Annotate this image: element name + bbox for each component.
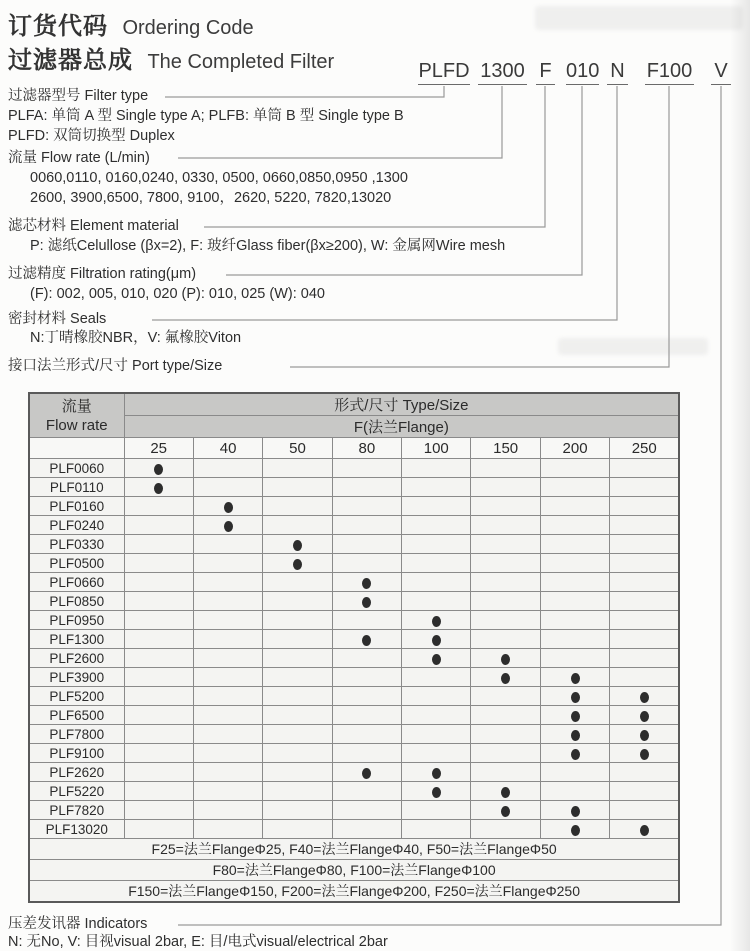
model-cell: PLF5220: [29, 782, 124, 801]
availability-dot: [362, 635, 371, 646]
availability-cell: [263, 687, 332, 706]
availability-cell: [610, 459, 679, 478]
table-row: [29, 668, 679, 687]
availability-cell: [402, 820, 471, 839]
availability-cell: [540, 801, 609, 820]
table-row: [29, 820, 679, 839]
legend-filter-type-label: 过滤器型号 Filter type: [8, 88, 149, 104]
note-row: [29, 839, 679, 860]
availability-cell: [540, 592, 609, 611]
legend-port-size-label: 接口法兰形式/尺寸 Port type/Size: [8, 358, 223, 374]
availability-dot: [571, 825, 580, 836]
legend-filter-type-detail: PLFA: 单筒 A 型 Single type A; PLFB: 单筒 B 型 Single type B: [8, 108, 404, 124]
availability-cell: [124, 649, 193, 668]
availability-cell: [124, 706, 193, 725]
legend-filter-type-detail: PLFD: 双筒切换型 Duplex: [8, 128, 175, 144]
indicators-detail: N: 无No, V: 目视visual 2bar, E: 目/电式visual/electrical 2bar: [8, 934, 388, 950]
availability-cell: [540, 668, 609, 687]
model-cell: PLF9100: [29, 744, 124, 763]
availability-cell: [263, 573, 332, 592]
model-cell: PLF0950: [29, 611, 124, 630]
availability-cell: [193, 459, 262, 478]
code-segment-seals: N: [607, 60, 628, 85]
note-row: [29, 881, 679, 903]
code-segment-filter-type: PLFD: [418, 60, 470, 85]
availability-cell: [471, 573, 540, 592]
availability-cell: [471, 478, 540, 497]
availability-cell: [332, 706, 401, 725]
availability-cell: [610, 668, 679, 687]
availability-cell: [471, 497, 540, 516]
table-row: [29, 459, 679, 478]
availability-cell: [332, 478, 401, 497]
availability-cell: [332, 516, 401, 535]
availability-cell: [471, 592, 540, 611]
availability-dot: [154, 464, 163, 475]
availability-cell: [471, 649, 540, 668]
availability-cell: [402, 649, 471, 668]
size-column-header: 150: [471, 438, 540, 459]
model-cell: PLF2620: [29, 763, 124, 782]
availability-cell: [193, 516, 262, 535]
size-column-header: 50: [263, 438, 332, 459]
model-cell: PLF0240: [29, 516, 124, 535]
availability-cell: [124, 611, 193, 630]
availability-cell: [402, 478, 471, 497]
table-row: [29, 744, 679, 763]
availability-dot: [432, 654, 441, 665]
availability-cell: [402, 763, 471, 782]
size-column-header: 200: [540, 438, 609, 459]
legend-seals-label: 密封材料 Seals: [8, 311, 107, 327]
availability-cell: [332, 801, 401, 820]
availability-cell: [263, 820, 332, 839]
legend-filtration-rating-detail: (F): 002, 005, 010, 020 (P): 010, 025 (W): 040: [30, 286, 325, 302]
model-cell: PLF2600: [29, 649, 124, 668]
availability-cell: [540, 516, 609, 535]
availability-cell: [332, 592, 401, 611]
table-row: [29, 592, 679, 611]
availability-cell: [402, 782, 471, 801]
model-cell: PLF0850: [29, 592, 124, 611]
code-segment-port-size: F100: [645, 60, 694, 85]
flange-table-body: [29, 459, 679, 903]
availability-cell: [124, 744, 193, 763]
table-row: [29, 801, 679, 820]
availability-cell: [332, 687, 401, 706]
availability-cell: [540, 554, 609, 573]
flange-group-subheader: F(法兰Flange): [124, 416, 679, 438]
legend-element-material-label: 滤芯材料 Element material: [8, 218, 179, 234]
availability-cell: [124, 535, 193, 554]
availability-cell: [402, 801, 471, 820]
availability-cell: [540, 782, 609, 801]
indicators-label: 压差发讯器 Indicators: [8, 916, 148, 932]
table-row: [29, 516, 679, 535]
availability-cell: [540, 478, 609, 497]
availability-dot: [154, 483, 163, 494]
availability-cell: [540, 649, 609, 668]
availability-dot: [640, 692, 649, 703]
availability-cell: [471, 459, 540, 478]
availability-cell: [263, 782, 332, 801]
availability-cell: [124, 820, 193, 839]
availability-cell: [610, 611, 679, 630]
availability-cell: [610, 687, 679, 706]
availability-cell: [471, 706, 540, 725]
availability-cell: [540, 725, 609, 744]
availability-cell: [471, 535, 540, 554]
model-cell: PLF13020: [29, 820, 124, 839]
availability-cell: [263, 516, 332, 535]
model-cell: PLF7800: [29, 725, 124, 744]
availability-cell: [610, 820, 679, 839]
title-en: Ordering Code: [122, 17, 254, 39]
availability-cell: [263, 535, 332, 554]
size-column-header: 250: [610, 438, 679, 459]
availability-dot: [224, 521, 233, 532]
availability-cell: [124, 554, 193, 573]
availability-cell: [193, 706, 262, 725]
availability-cell: [193, 725, 262, 744]
availability-cell: [124, 630, 193, 649]
availability-cell: [332, 554, 401, 573]
availability-cell: [402, 516, 471, 535]
availability-dot: [501, 787, 510, 798]
flange-note: F150=法兰FlangeΦ150, F200=法兰FlangeΦ200, F250=法兰FlangeΦ250: [29, 881, 679, 903]
table-row: [29, 611, 679, 630]
availability-cell: [263, 649, 332, 668]
availability-cell: [263, 478, 332, 497]
availability-cell: [193, 611, 262, 630]
availability-cell: [610, 573, 679, 592]
availability-cell: [263, 706, 332, 725]
availability-cell: [193, 630, 262, 649]
availability-dot: [640, 711, 649, 722]
model-cell: PLF3900: [29, 668, 124, 687]
availability-cell: [193, 687, 262, 706]
availability-cell: [402, 630, 471, 649]
availability-cell: [124, 725, 193, 744]
availability-cell: [124, 801, 193, 820]
scan-artifact: [558, 338, 708, 355]
title-zh: 过滤器总成: [8, 47, 133, 74]
availability-cell: [402, 687, 471, 706]
table-row: [29, 649, 679, 668]
page-title-ordering-code: [8, 6, 254, 41]
availability-cell: [263, 611, 332, 630]
availability-dot: [571, 749, 580, 760]
availability-dot: [501, 654, 510, 665]
availability-cell: [402, 744, 471, 763]
availability-dot: [362, 768, 371, 779]
availability-cell: [193, 535, 262, 554]
availability-cell: [332, 649, 401, 668]
model-cell: PLF5200: [29, 687, 124, 706]
availability-cell: [471, 668, 540, 687]
availability-cell: [471, 763, 540, 782]
model-cell: PLF0060: [29, 459, 124, 478]
table-row: [29, 573, 679, 592]
page-edge-shading: [730, 0, 750, 951]
legend-seals-detail: N:丁晴橡胶NBR，V: 氟橡胶Viton: [30, 330, 242, 346]
availability-cell: [263, 763, 332, 782]
availability-cell: [610, 763, 679, 782]
size-column-header: 25: [124, 438, 193, 459]
availability-cell: [332, 744, 401, 763]
model-cell: PLF6500: [29, 706, 124, 725]
availability-cell: [124, 478, 193, 497]
table-row: [29, 554, 679, 573]
availability-cell: [193, 497, 262, 516]
code-segment-flow-rate: 1300: [478, 60, 527, 85]
availability-cell: [332, 725, 401, 744]
title-en: The Completed Filter: [147, 51, 335, 73]
availability-cell: [402, 706, 471, 725]
availability-cell: [610, 782, 679, 801]
availability-dot: [640, 730, 649, 741]
availability-cell: [124, 687, 193, 706]
availability-cell: [124, 668, 193, 687]
availability-cell: [402, 592, 471, 611]
flow-rate-header-zh: 流量: [61, 397, 92, 415]
availability-cell: [124, 573, 193, 592]
availability-dot: [432, 616, 441, 627]
availability-cell: [332, 820, 401, 839]
availability-cell: [263, 592, 332, 611]
availability-cell: [124, 763, 193, 782]
availability-dot: [501, 806, 510, 817]
availability-cell: [471, 782, 540, 801]
availability-cell: [263, 554, 332, 573]
availability-cell: [610, 516, 679, 535]
availability-cell: [263, 459, 332, 478]
availability-cell: [193, 801, 262, 820]
availability-cell: [471, 516, 540, 535]
availability-dot: [571, 711, 580, 722]
availability-cell: [193, 782, 262, 801]
availability-cell: [540, 820, 609, 839]
availability-cell: [332, 497, 401, 516]
availability-cell: [193, 820, 262, 839]
availability-cell: [540, 497, 609, 516]
table-row: [29, 782, 679, 801]
availability-dot: [501, 673, 510, 684]
model-cell: PLF0500: [29, 554, 124, 573]
availability-cell: [540, 535, 609, 554]
availability-cell: [610, 649, 679, 668]
availability-cell: [124, 516, 193, 535]
availability-cell: [540, 611, 609, 630]
code-segment-indicator: V: [711, 60, 731, 85]
availability-cell: [610, 554, 679, 573]
model-cell: PLF0660: [29, 573, 124, 592]
availability-cell: [610, 706, 679, 725]
availability-cell: [193, 649, 262, 668]
code-segment-filtration-rating: 010: [566, 60, 599, 85]
availability-cell: [540, 687, 609, 706]
availability-cell: [402, 535, 471, 554]
availability-cell: [263, 497, 332, 516]
availability-cell: [332, 535, 401, 554]
table-row: [29, 725, 679, 744]
availability-cell: [332, 763, 401, 782]
availability-cell: [610, 497, 679, 516]
availability-dot: [640, 825, 649, 836]
availability-cell: [193, 668, 262, 687]
availability-dot: [432, 768, 441, 779]
availability-cell: [402, 668, 471, 687]
availability-cell: [263, 725, 332, 744]
availability-cell: [263, 630, 332, 649]
availability-dot: [432, 635, 441, 646]
availability-cell: [193, 592, 262, 611]
availability-cell: [193, 478, 262, 497]
availability-cell: [193, 763, 262, 782]
availability-dot: [571, 692, 580, 703]
legend-flow-rate-detail: 2600, 3900,6500, 7800, 9100，2620, 5220, 7820,13020: [30, 190, 392, 206]
table-row: [29, 535, 679, 554]
legend-element-material-detail: P: 滤纸Celullose (βx=2), F: 玻纤Glass fiber(βx≥200), W: 金属网Wire mesh: [30, 238, 506, 254]
availability-cell: [610, 478, 679, 497]
flow-rate-header-en: Flow rate: [45, 416, 108, 434]
table-row: [29, 630, 679, 649]
availability-cell: [471, 820, 540, 839]
availability-cell: [332, 630, 401, 649]
availability-cell: [332, 611, 401, 630]
availability-cell: [471, 744, 540, 763]
availability-cell: [124, 782, 193, 801]
availability-cell: [610, 592, 679, 611]
model-cell: PLF0160: [29, 497, 124, 516]
availability-cell: [471, 630, 540, 649]
availability-cell: [402, 497, 471, 516]
availability-dot: [362, 597, 371, 608]
availability-cell: [402, 554, 471, 573]
table-row: [29, 478, 679, 497]
availability-cell: [263, 668, 332, 687]
availability-cell: [263, 801, 332, 820]
availability-cell: [124, 497, 193, 516]
availability-cell: [610, 744, 679, 763]
availability-cell: [193, 554, 262, 573]
note-row: [29, 860, 679, 881]
availability-cell: [471, 611, 540, 630]
size-column-header: 40: [193, 438, 262, 459]
availability-dot: [293, 540, 302, 551]
legend-filtration-rating-label: 过滤精度 Filtration rating(μm): [8, 266, 197, 282]
table-row: [29, 497, 679, 516]
availability-cell: [402, 459, 471, 478]
availability-cell: [124, 592, 193, 611]
sizes-row: [29, 438, 679, 459]
availability-dot: [362, 578, 371, 589]
availability-cell: [402, 611, 471, 630]
model-cell: PLF0110: [29, 478, 124, 497]
scan-artifact: [535, 6, 743, 30]
code-segment-element-material: F: [536, 60, 555, 85]
model-cell: PLF7820: [29, 801, 124, 820]
availability-cell: [540, 763, 609, 782]
availability-cell: [471, 801, 540, 820]
availability-cell: [471, 554, 540, 573]
availability-cell: [610, 725, 679, 744]
availability-cell: [332, 782, 401, 801]
page-title-completed-filter: [8, 40, 334, 75]
availability-dot: [571, 673, 580, 684]
size-column-header: 80: [332, 438, 401, 459]
type-size-group-header: 形式/尺寸 Type/Size: [124, 393, 679, 416]
availability-dot: [571, 730, 580, 741]
availability-cell: [193, 744, 262, 763]
flange-note: F80=法兰FlangeΦ80, F100=法兰FlangeΦ100: [29, 860, 679, 881]
availability-dot: [432, 787, 441, 798]
availability-cell: [332, 573, 401, 592]
table-row: [29, 687, 679, 706]
availability-cell: [610, 630, 679, 649]
table-row: [29, 763, 679, 782]
availability-cell: [124, 459, 193, 478]
availability-cell: [471, 725, 540, 744]
availability-cell: [263, 744, 332, 763]
model-cell: PLF1300: [29, 630, 124, 649]
availability-cell: [402, 573, 471, 592]
availability-cell: [332, 459, 401, 478]
legend-flow-rate-detail: 0060,0110, 0160,0240, 0330, 0500, 0660,0850,0950 ,1300: [30, 170, 408, 186]
availability-cell: [193, 573, 262, 592]
availability-cell: [540, 459, 609, 478]
availability-cell: [540, 630, 609, 649]
availability-cell: [471, 687, 540, 706]
size-column-header: 100: [402, 438, 471, 459]
availability-cell: [540, 706, 609, 725]
availability-dot: [224, 502, 233, 513]
availability-cell: [540, 573, 609, 592]
flow-rate-column-header: [29, 393, 124, 438]
title-zh: 订货代码: [8, 13, 108, 40]
availability-dot: [640, 749, 649, 760]
availability-cell: [610, 535, 679, 554]
availability-dot: [293, 559, 302, 570]
availability-cell: [332, 668, 401, 687]
flange-note: F25=法兰FlangeΦ25, F40=法兰FlangeΦ40, F50=法兰FlangeΦ50: [29, 839, 679, 860]
legend-flow-rate-label: 流量 Flow rate (L/min): [8, 150, 150, 166]
flange-availability-table: [28, 392, 680, 903]
sizes-row-blank-cell: [29, 438, 124, 459]
model-cell: PLF0330: [29, 535, 124, 554]
table-row: [29, 706, 679, 725]
availability-cell: [402, 725, 471, 744]
availability-cell: [540, 744, 609, 763]
availability-dot: [571, 806, 580, 817]
availability-cell: [610, 801, 679, 820]
